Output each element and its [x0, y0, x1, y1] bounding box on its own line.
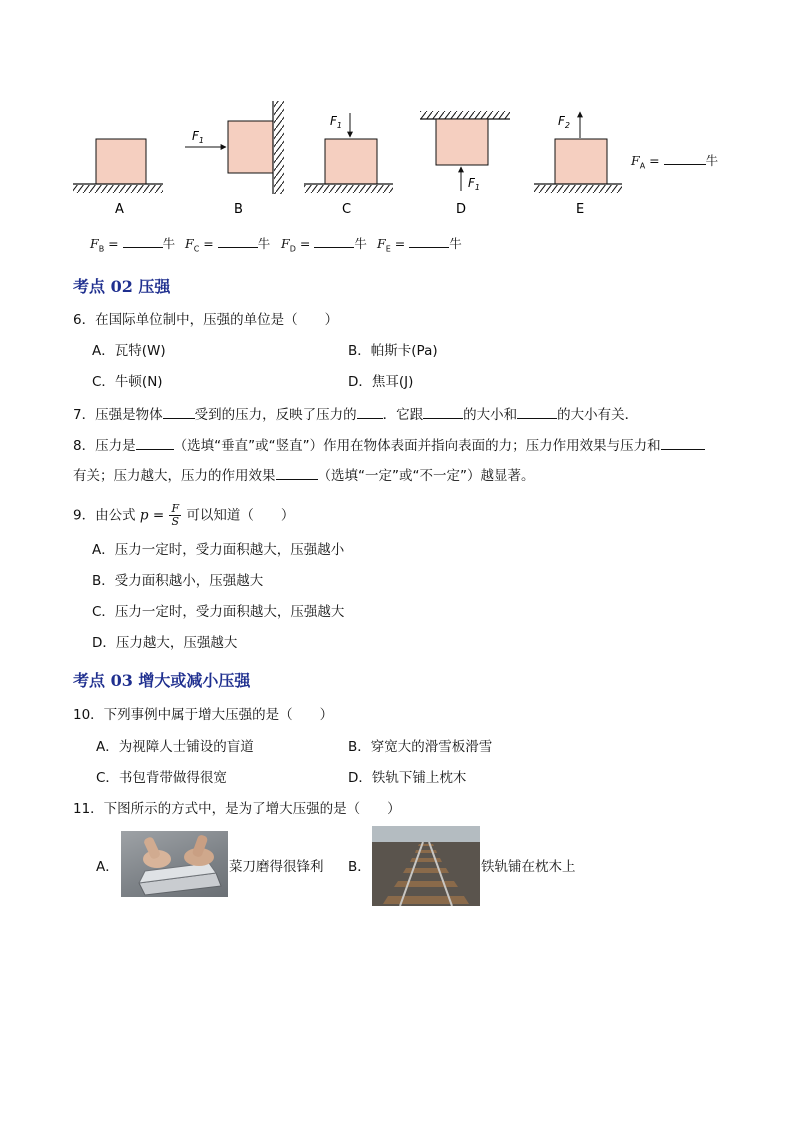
- q11-option-a-letter[interactable]: A．: [96, 859, 119, 875]
- q10-stem: 10．下列事例中属于增大压强的是（ ）: [73, 707, 334, 723]
- fb-answer-line[interactable]: [123, 234, 163, 248]
- q9-option-c[interactable]: C．压力一定时，受力面积越大，压强越大: [92, 604, 345, 620]
- q8-line-1: 8．压力是 （选填“垂直”或“竖直”）作用在物体表面并指向表面的力；压力作用效果与压力和: [73, 436, 705, 455]
- fb-blank: $F_B$ = 牛: [90, 236, 176, 254]
- railway-track-illustration: [372, 826, 480, 906]
- q8-line-2: 有关；压力越大，压力的作用效果 （选填“一定”或“不一定”）越显著。: [73, 468, 535, 484]
- fc-blank: $F_C$ = 牛: [185, 236, 271, 254]
- q9-formula-var: p: [139, 507, 149, 524]
- q6-stem: 6．在国际单位制中，压强的单位是（ ）: [73, 312, 339, 328]
- label-c: C: [342, 202, 352, 217]
- hatch-d: [420, 111, 510, 119]
- q6-option-a[interactable]: A．瓦特(W): [92, 343, 166, 359]
- section-title-02: 考点 02 压强: [73, 277, 171, 296]
- q9-option-b[interactable]: B．受力面积越小，压强越大: [92, 573, 264, 589]
- label-b: B: [234, 202, 243, 217]
- block-c: [325, 139, 377, 184]
- block-d: [436, 119, 488, 165]
- q10-option-b[interactable]: B．穿宽大的滑雪板滑雪: [348, 739, 493, 755]
- q11-option-b-letter[interactable]: B．: [348, 859, 371, 875]
- knife-sharpening-illustration: [121, 831, 228, 897]
- q9-fraction: $\frac{F}{S}$: [171, 502, 180, 528]
- hatch-e: [534, 185, 622, 193]
- label-d: D: [456, 202, 467, 217]
- block-a: [96, 139, 146, 184]
- figure-a: [73, 139, 163, 217]
- q7-blank-2[interactable]: [357, 405, 383, 419]
- q7-text: 7．压强是物体 受到的压力，反映了压力的 ．它跟 的大小和 的大小有关．: [73, 407, 639, 423]
- q6-option-b[interactable]: B．帕斯卡(Pa): [348, 343, 438, 359]
- block-e: [555, 139, 607, 184]
- q8-blank-3[interactable]: [276, 466, 318, 480]
- q9-option-d[interactable]: D．压力越大，压强越大: [92, 635, 238, 651]
- force-label-d: $F_1$: [468, 176, 480, 192]
- fa-answer-line[interactable]: [664, 151, 706, 165]
- q10-option-c[interactable]: C．书包背带做得很宽: [96, 770, 227, 786]
- q8-blank-1[interactable]: [136, 436, 174, 450]
- q6-option-c[interactable]: C．牛顿(N): [92, 374, 163, 390]
- figure-b: [185, 101, 284, 217]
- q7-blank-3[interactable]: [423, 405, 463, 419]
- q8-blank-2[interactable]: [661, 436, 705, 450]
- q6-option-d[interactable]: D．焦耳(J): [348, 374, 414, 390]
- force-diagram: [0, 0, 794, 260]
- fc-answer-line[interactable]: [218, 234, 258, 248]
- q9-stem: 9．由公式 p = $\frac{F}{S}$ 可以知道（ ）: [73, 502, 295, 528]
- force-label-e: $F_2$: [558, 114, 570, 130]
- section-title-03: 考点 03 增大或减小压强: [73, 671, 251, 690]
- q9-option-a[interactable]: A．压力一定时，受力面积越大，压强越小: [92, 542, 345, 558]
- fe-blank: $F_E$ = 牛: [377, 236, 462, 254]
- figure-d: [420, 111, 510, 217]
- q11-option-a-text: 菜刀磨得很锋利: [229, 859, 324, 875]
- q7-blank-4[interactable]: [517, 405, 557, 419]
- hatch-b: [274, 101, 284, 194]
- force-label-c: $F_1$: [330, 114, 342, 130]
- label-e: E: [576, 202, 585, 217]
- q11-stem: 11．下图所示的方式中，是为了增大压强的是（ ）: [73, 801, 401, 817]
- label-a: A: [115, 202, 124, 217]
- q7-blank-1[interactable]: [163, 405, 195, 419]
- q11-option-b-text: 铁轨铺在枕木上: [481, 859, 576, 875]
- q10-option-a[interactable]: A．为视障人士铺设的盲道: [96, 739, 254, 755]
- fe-answer-line[interactable]: [409, 234, 449, 248]
- hatch-a: [73, 185, 163, 193]
- block-b: [228, 121, 273, 173]
- fa-blank: $F_A$ = 牛: [631, 153, 719, 171]
- fd-blank: $F_D$ = 牛: [281, 236, 367, 254]
- hatch-c: [304, 185, 393, 193]
- knife-sharpening-photo: [121, 831, 228, 897]
- railway-track-photo: [372, 826, 480, 906]
- force-label-b: $F_1$: [192, 129, 204, 145]
- figure-c: [304, 113, 393, 217]
- fd-answer-line[interactable]: [314, 234, 354, 248]
- q10-option-d[interactable]: D．铁轨下铺上枕木: [348, 770, 467, 786]
- figure-e: [534, 112, 622, 217]
